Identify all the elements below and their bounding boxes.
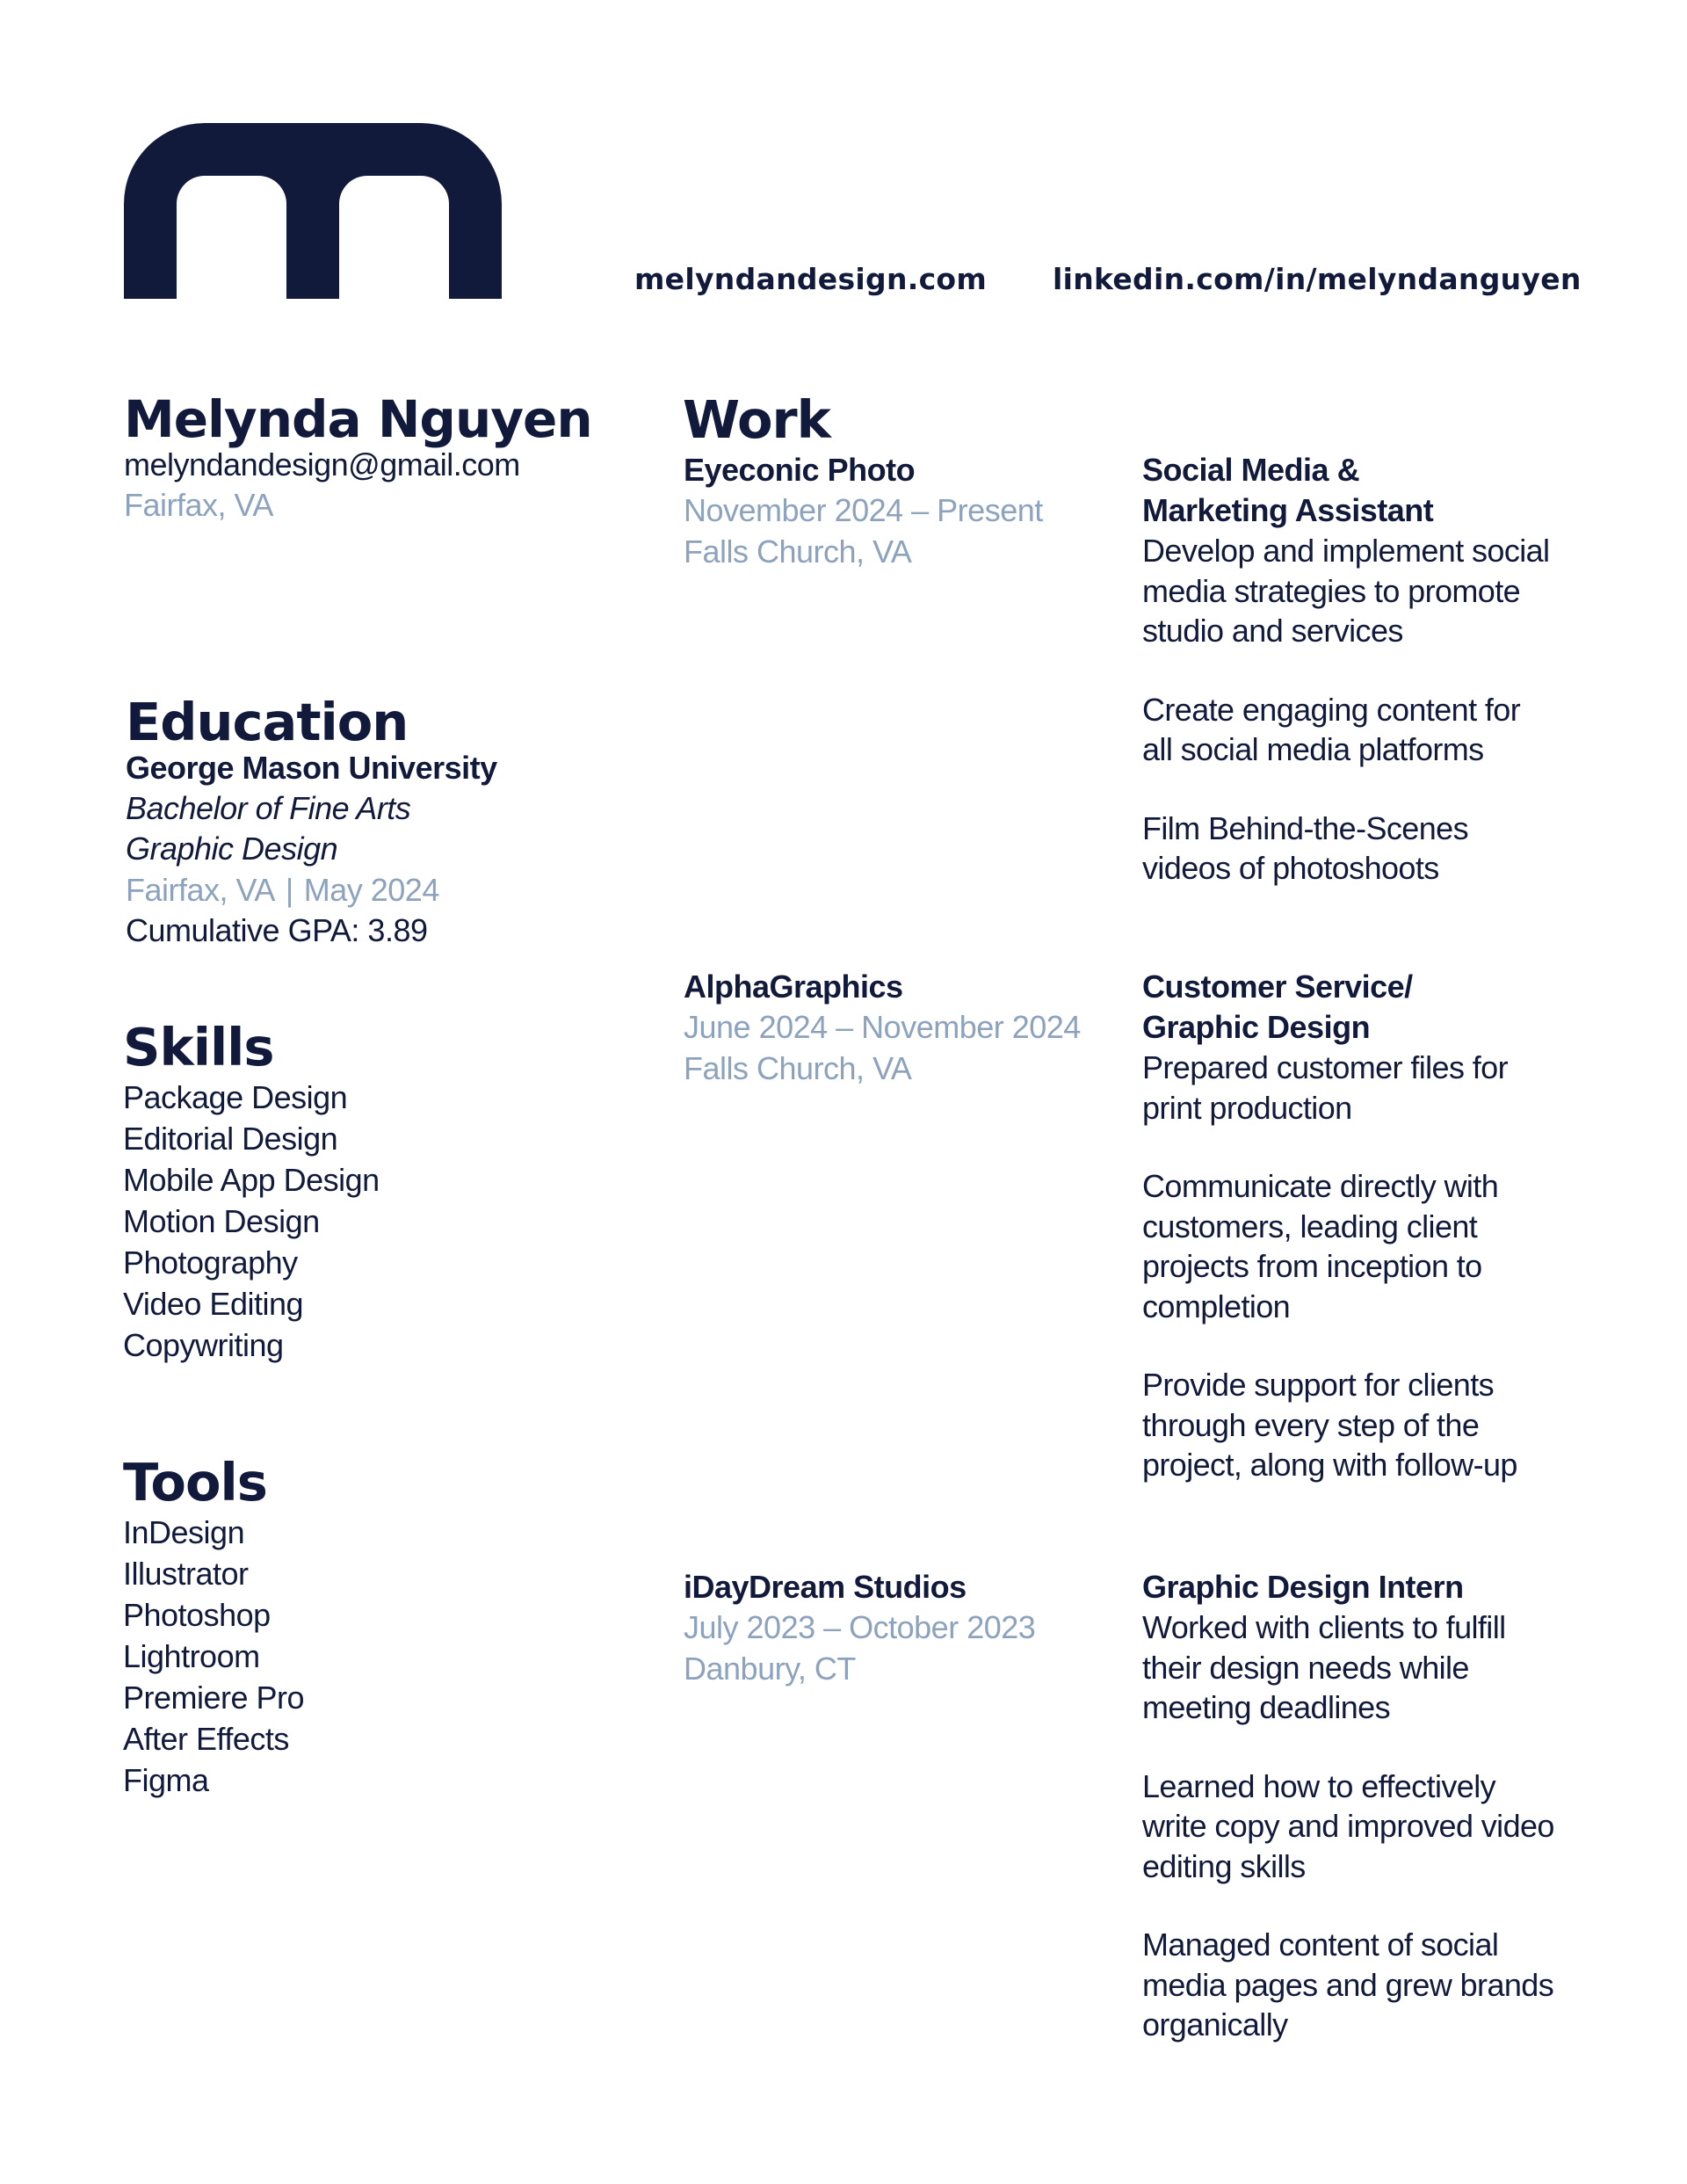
education-heading: Education — [126, 692, 409, 752]
job-dates: July 2023 – October 2023 — [684, 1609, 1036, 1645]
work-heading: Work — [683, 389, 830, 450]
job-duty: Communicate directly with customers, leading client projects from inception to completion — [1142, 1168, 1499, 1324]
school-name: George Mason University — [126, 749, 497, 786]
list-item: Motion Design — [123, 1202, 320, 1239]
list-item: Premiere Pro — [123, 1679, 305, 1716]
job-3-info — [684, 1567, 1035, 1689]
company-name: iDayDream Studios — [684, 1569, 967, 1605]
list-item: Photography — [123, 1244, 298, 1281]
job-1-info — [684, 450, 1043, 572]
website-link[interactable]: melyndandesign.com — [634, 262, 988, 296]
skills-section — [123, 1019, 380, 1366]
mm-monogram-logo — [124, 123, 502, 299]
job-location: Danbury, CT — [684, 1650, 856, 1687]
job-duty: Worked with clients to fulfill their design needs while meeting deadlines — [1142, 1609, 1506, 1725]
list-item: Video Editing — [123, 1285, 303, 1322]
company-name: Eyeconic Photo — [684, 452, 916, 488]
list-item: Package Design — [123, 1078, 348, 1115]
education-location-date — [126, 870, 497, 911]
home-location: Fairfax, VA — [124, 487, 273, 524]
degree: Bachelor of Fine Arts — [126, 789, 411, 826]
job-role: Customer Service/ — [1142, 969, 1413, 1005]
job-duty: Develop and implement social media strategies to promote studio and services — [1142, 533, 1550, 649]
job-location: Falls Church, VA — [684, 533, 912, 570]
list-item: Figma — [123, 1761, 209, 1798]
list-item: After Effects — [123, 1720, 289, 1757]
job-duty: Learned how to effectively write copy and improved video editing skills — [1142, 1767, 1554, 1884]
identity-block — [124, 389, 592, 526]
name-heading: Melynda Nguyen — [124, 389, 592, 449]
job-dates: June 2024 – November 2024 — [684, 1009, 1081, 1045]
job-duty: Create engaging content for all social media platforms — [1142, 691, 1521, 767]
list-item: Illustrator — [123, 1555, 249, 1592]
job-duty: Managed content of social media pages and grew brands organically — [1142, 1926, 1554, 2043]
email-text[interactable]: melyndandesign@gmail.com — [124, 446, 520, 483]
job-location: Falls Church, VA — [684, 1049, 912, 1086]
major: Graphic Design — [126, 831, 338, 867]
company-name: AlphaGraphics — [684, 969, 903, 1005]
job-3-details — [1142, 1567, 1555, 2084]
list-item: Editorial Design — [123, 1120, 338, 1157]
job-role: Graphic Design Intern — [1142, 1569, 1464, 1605]
list-item: Photoshop — [123, 1596, 271, 1633]
list-item: Mobile App Design — [123, 1161, 380, 1198]
tools-list — [123, 1512, 304, 1801]
job-role: Graphic Design — [1142, 1009, 1371, 1045]
job-dates: November 2024 – Present — [684, 492, 1043, 528]
job-role: Marketing Assistant — [1142, 492, 1434, 528]
job-duty: Provide support for clients through every step of the project, along with follow-up — [1142, 1367, 1517, 1483]
tools-section — [123, 1452, 305, 1801]
job-1-details — [1142, 450, 1555, 927]
list-item: InDesign — [123, 1513, 245, 1550]
education-date: May 2024 — [303, 871, 439, 908]
education-separator: | — [285, 871, 293, 908]
tools-heading: Tools — [123, 1452, 267, 1513]
job-role: Social Media & — [1142, 452, 1360, 488]
list-item: Lightroom — [123, 1637, 260, 1674]
gpa: Cumulative GPA: 3.89 — [126, 912, 428, 949]
job-duty: Prepared customer files for print production — [1142, 1049, 1508, 1126]
education-section — [126, 694, 497, 952]
job-duty: Film Behind-the-Scenes videos of photoshoots — [1142, 809, 1468, 886]
skills-heading: Skills — [123, 1017, 274, 1077]
list-item: Copywriting — [123, 1326, 284, 1363]
job-2-details — [1142, 967, 1555, 1524]
linkedin-link[interactable]: linkedin.com/in/melyndanguyen — [1053, 262, 1582, 296]
skills-list — [123, 1077, 380, 1366]
job-2-info — [684, 967, 1081, 1089]
education-location: Fairfax, VA — [126, 871, 275, 908]
